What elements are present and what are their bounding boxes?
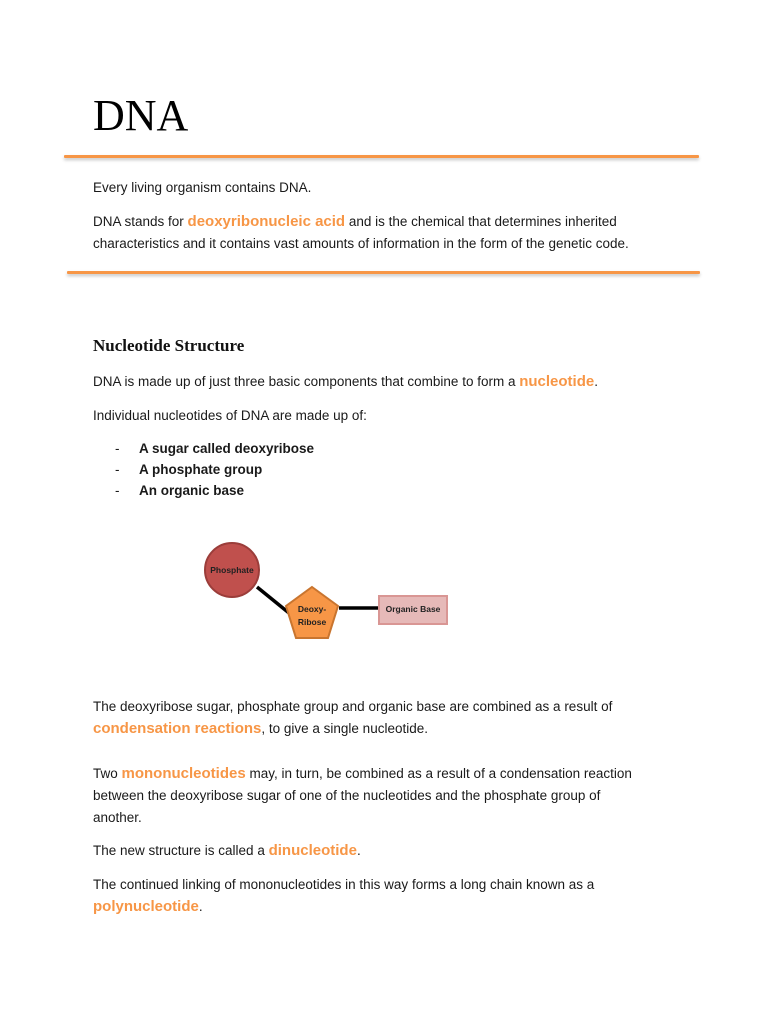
p3-text-2: , to give a single nucleotide. [261,721,428,736]
p4-text-a: Two [93,766,122,781]
p3-text-1: The deoxyribose sugar, phosphate group and organic base are combined as a result of [93,699,613,714]
phosphate-label: Phosphate [210,565,254,575]
highlight-deoxyribonucleic-acid: deoxyribonucleic acid [187,213,346,230]
highlight-condensation-reactions: condensation reactions [93,720,262,737]
intro-text-2b: and is the chemical that determines inherited [345,214,617,229]
intro-line-2 [93,211,617,233]
bullet-dash: - [115,441,120,456]
intro-line-3 [93,233,629,255]
highlight-nucleotide: nucleotide [519,373,595,390]
p6-text-2: . [198,899,203,914]
bottom-divider [67,271,700,274]
list-item-text: An organic base [139,483,245,498]
nucleotide-diagram [195,535,465,650]
paragraph-3 [93,696,612,740]
p1-text-b: . [594,374,598,389]
intro-line-1 [93,177,311,199]
list-item-text: A phosphate group [139,462,263,477]
p5-text-a: The new structure is called a [93,843,269,858]
top-divider [64,155,699,158]
deoxyribose-label-1: Deoxy- [297,604,327,614]
p4-text-c: between the deoxyribose sugar of one of the nucleotides and the phosphate group of [93,788,601,803]
section-paragraph-1 [93,371,598,393]
page-title: DNA [93,91,189,140]
list-item-text: A sugar called deoxyribose [139,441,315,456]
highlight-mononucleotides: mononucleotides [121,765,246,782]
p2-text: Individual nucleotides of DNA are made up of: [93,408,367,423]
deoxyribose-label-2: Ribose [297,617,327,627]
phosphate-sugar-bond [257,587,289,613]
list-item [93,459,493,480]
paragraph-6 [93,874,594,918]
intro-text-3: characteristics and it contains vast amounts of information in the form of the genetic code. [93,236,629,251]
p6-text-1: The continued linking of mononucleotides in this way forms a long chain known as a [93,877,595,892]
list-item [93,438,493,459]
organic-base-label: Organic Base [385,604,441,614]
list-item [93,480,493,501]
highlight-polynucleotide: polynucleotide [93,898,199,915]
intro-text-2a: DNA stands for [93,214,188,229]
section-heading: Nucleotide Structure [93,336,245,355]
p5-text-b: . [356,843,361,858]
paragraph-5 [93,840,361,862]
bullet-dash: - [115,483,120,498]
paragraph-4 [93,763,632,829]
section-paragraph-2 [93,405,367,427]
highlight-dinucleotide: dinucleotide [268,842,357,859]
intro-text-1: Every living organism contains DNA. [93,180,312,195]
p1-text-a: DNA is made up of just three basic components that combine to form a [93,374,520,389]
p4-text-b: may, in turn, be combined as a result of a condensation reaction [245,766,632,781]
bullet-dash: - [115,462,120,477]
p4-text-d: another. [93,810,142,825]
component-list [93,438,493,501]
